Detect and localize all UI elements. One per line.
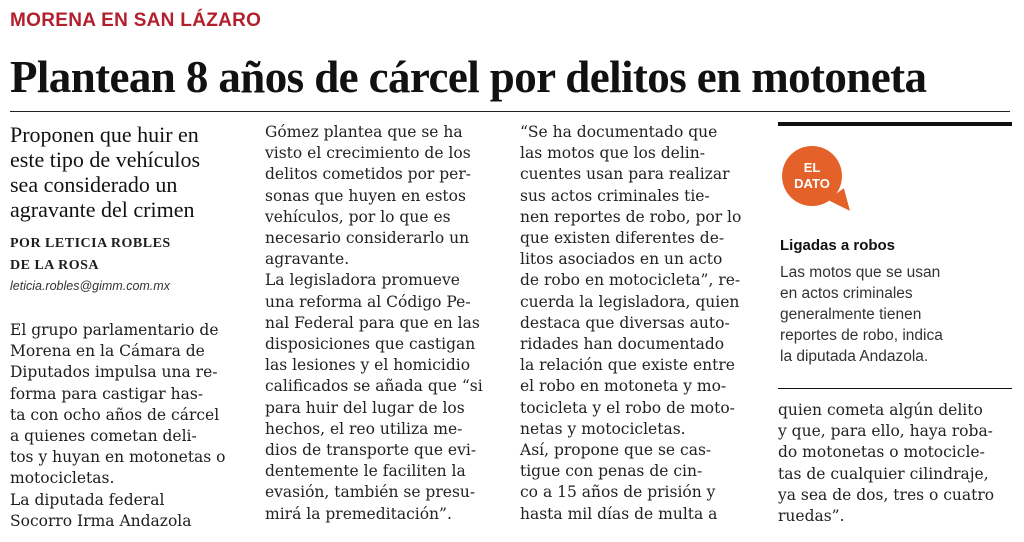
- dato-title: Ligadas a robos: [780, 237, 896, 254]
- dato-box-bottom-rule: [778, 388, 1012, 389]
- byline: POR LETICIA ROBLES DE LA ROSA: [10, 236, 171, 273]
- author-email: leticia.robles@gimm.com.mx: [10, 279, 170, 293]
- article-column-2: Gómez plantea que se ha visto el crecimiento de los delitos cometidos por per- sonas que huyen en estos vehículos, por lo que es necesario considerarlo un agravante. La legisladora promueve una reforma al Código Pe- nal Federal para que en las disposiciones que castigan las lesiones y el homicidio calificados se añada que “si para huir del lugar de los hechos, el reo utiliza me- dios de transporte que evi- dentemente le faciliten la evasión, también se presu- mirá la premeditación”.: [265, 123, 483, 523]
- article-column-3: “Se ha documentado que las motos que los delin- cuentes usan para realizar sus actos criminales tie- nen reportes de robo, por lo que existen diferentes de- litos asociados en un acto de robo en motocicleta”, re- cuerda la legisladora, quien destaca que diversas auto- ridades han documentado la relación que existe entre el robo en motoneta y mo- tocicleta y el robo de moto- netas y motocicletas. Así, propone que se cas- tigue con penas de cin- co a 15 años de prisión y hasta mil días de multa a: [520, 123, 742, 523]
- article-column-4: quien cometa algún delito y que, para ello, haya roba- do motonetas o motocicle- tas de cualquier cilindraje, ya sea de dos, tres o cuatro ruedas”.: [778, 401, 995, 526]
- article-column-1: El grupo parlamentario de Morena en la Cámara de Diputados impulsa una re- forma para castigar has- ta con ocho años de cárcel a quienes cometan deli- tos y huyan en motonetas o motocicletas. La diputada federal Socorro Irma Andazola: [10, 321, 226, 530]
- headline-divider: [10, 111, 1010, 112]
- dato-body: Las motos que se usan en actos criminales generalmente tienen reportes de robo, indica la diputada Andazola.: [780, 264, 943, 365]
- section-kicker: MORENA EN SAN LÁZARO: [10, 10, 262, 31]
- dato-badge: EL DATO: [794, 160, 830, 191]
- deck-subtitle: Proponen que huir en este tipo de vehículos sea considerado un agravante del crimen: [10, 122, 201, 222]
- dato-box-top-rule: [778, 122, 1012, 126]
- headline: Plantean 8 años de cárcel por delitos en motoneta: [10, 52, 927, 102]
